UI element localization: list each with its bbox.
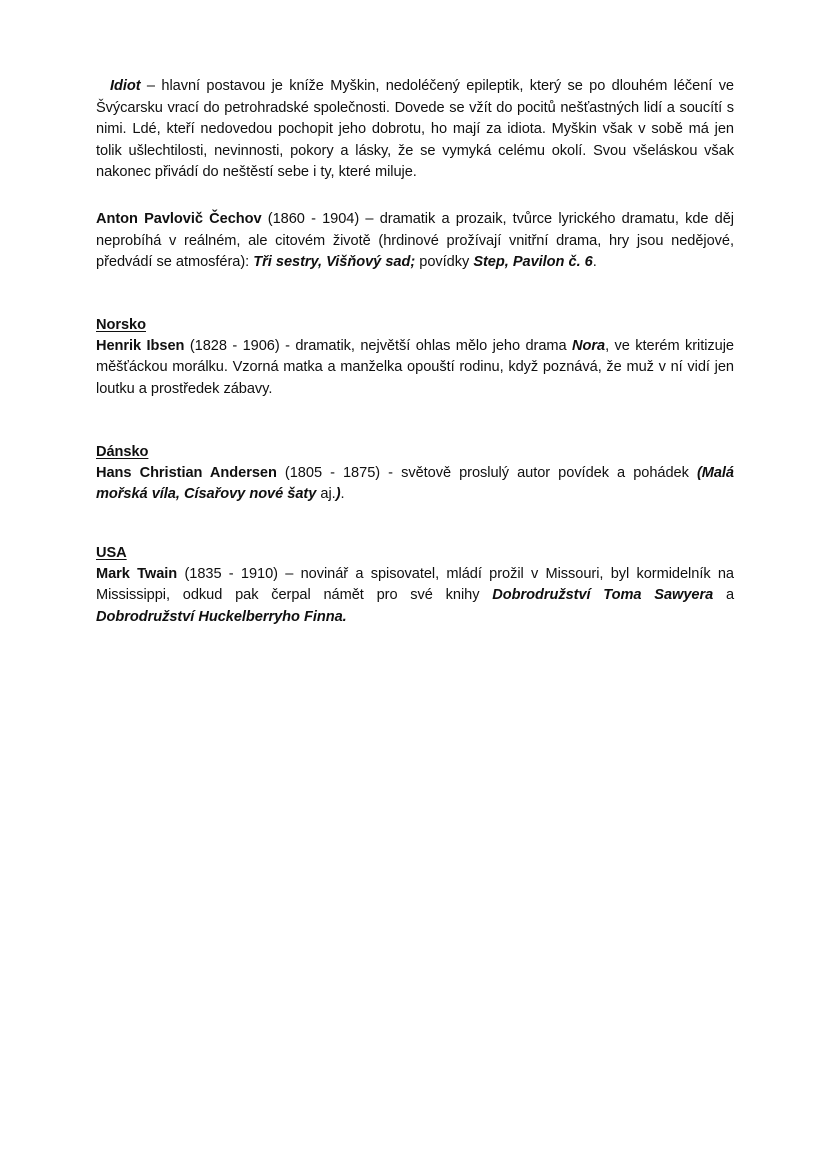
document-body: [96, 76, 734, 629]
section-heading-usa: USA: [96, 544, 127, 561]
paragraph-chekhov: [96, 209, 734, 274]
chekhov-period: .: [592, 254, 597, 271]
idiot-body-text: hlavní postavou je kníže Myškin, nedoléčený epileptik, který se po dlouhém léčení ve Švýcarsku vrací do petrohradské společnosti. Dovede se vžít do pocitů nešťastných lidí a soucítí s nimi. Ldé, kteří nedovedou pochopit jeho dobrotu, ho mají za idiota. Myškin však v sobě má jen tolik ušlechtilosti, nevinnosti, pokory a lásky, že se vymyká celému okolí. Svou všeláskou však nakonec přivádí do neštěstí sebe i ty, které miluje.: [96, 78, 735, 181]
ibsen-description: - dramatik, největší ohlas mělo jeho drama: [285, 337, 572, 354]
twain-connector: a: [713, 587, 735, 604]
ibsen-dates: (1828 - 1906): [184, 337, 286, 354]
spacer: [96, 506, 734, 543]
andersen-period: .: [340, 486, 345, 503]
section-heading-norsko: Norsko: [96, 316, 146, 333]
andersen-description: - světově proslulý autor povídek a pohádek: [388, 464, 697, 481]
chekhov-stories: Step, Pavilon č. 6: [473, 254, 593, 271]
spacer: [96, 184, 734, 209]
section-heading-dansko: Dánsko: [96, 443, 149, 460]
andersen-works-close-paren: ): [335, 486, 341, 503]
author-name-andersen: Hans Christian Andersen: [96, 464, 277, 481]
idiot-dash: –: [140, 78, 162, 94]
twain-description: – novinář a spisovatel, mládí prožil v Missouri, byl kormidelník na Mississippi, odkud pak čerpal námět pro své knihy: [96, 565, 734, 604]
paragraph-ibsen: [96, 336, 734, 401]
author-name-chekhov: Anton Pavlovič Čechov: [96, 210, 262, 227]
twain-dates: (1835 - 1910): [177, 565, 286, 582]
paragraph-twain: [96, 564, 734, 629]
work-title-huckleberry-finn: Dobrodružství Huckelberryho Finna.: [96, 608, 347, 625]
andersen-dates: (1805 - 1875): [276, 464, 389, 481]
chekhov-plays: Tři sestry, Višňový sad;: [253, 254, 416, 271]
chekhov-dates: (1860 - 1904): [261, 210, 366, 227]
work-title-idiot: Idiot: [110, 78, 141, 94]
ibsen-description-cont: , ve kterém kritizuje měšťáckou morálku. Vzorná matka a manželka opouští rodinu, když poznává, že muž v ní vidí jen loutku a prostředek zábavy.: [96, 337, 734, 397]
spacer: [96, 401, 734, 442]
andersen-works: (Malá mořská víla, Císařovy nové šaty: [96, 464, 734, 503]
chekhov-connector: povídky: [415, 254, 474, 271]
paragraph-andersen: [96, 463, 734, 506]
work-title-nora: Nora: [572, 337, 606, 354]
work-title-tom-sawyer: Dobrodružství Toma Sawyera: [492, 587, 714, 604]
author-name-ibsen: Henrik Ibsen: [96, 337, 185, 354]
andersen-aj: aj.: [316, 486, 336, 503]
paragraph-idiot: [96, 76, 734, 184]
author-name-twain: Mark Twain: [96, 565, 178, 582]
chekhov-description: – dramatik a prozaik, tvůrce lyrického dramatu, kde děj neprobíhá v reálném, ale citovém životě (hrdinové prožívají vnitřní drama, hry jsou nedějové, předvádí se atmosféra):: [96, 210, 734, 271]
spacer: [96, 274, 734, 315]
